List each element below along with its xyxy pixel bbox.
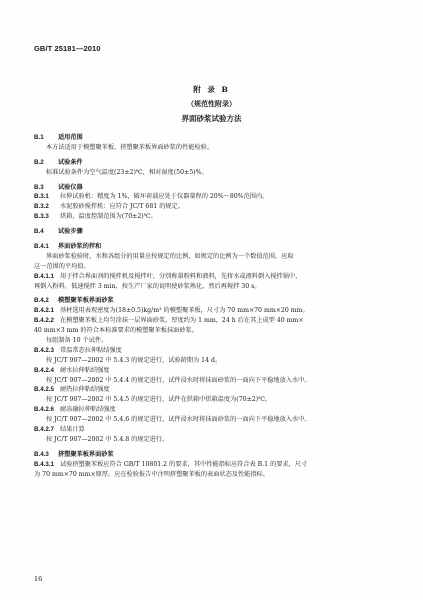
clause [34,212,390,222]
section-title: 模塑聚苯板界面砂浆 [58,297,114,305]
clause-text: 用于拌合界面剂的搅拌机及搅拌叶，分别称量粉料和液料，先将水或液料倒入搅拌锅中， [60,272,302,280]
clause-number: B.3.1 [34,193,49,201]
section-heading [34,158,390,168]
clause-text: 拉伸试验机：精度为 1%，破坏荷载应处于仪器量程的 20%～80%范围内。 [60,193,269,201]
clause [34,192,390,202]
paragraph-line: 按 JC/T 907—2002 中 5.4.3 的规定进行，试验龄期为 14 d。 [46,356,222,364]
clause-text: 试验挤塑聚苯板应符合 GB/T 10801.2 的要求，其中性能指标应符合表 B.1 的要求，尺寸 [60,460,308,468]
clause-number: B.4.3.1 [34,460,54,468]
section-heading [34,242,390,252]
clause-text: 烘箱，温度控制范围为(70±2)℃。 [60,213,157,221]
standard-number-header: GB/T 25181—2010 [34,44,101,53]
paragraph-line: 每组制备 10 个试件。 [46,337,108,345]
clause-number: B.4.2.6 [34,406,54,414]
clause-number: B.4.2.4 [34,366,54,374]
clause-text: 在模塑聚苯板上均匀涂抹一层界面砂浆，厚度约为 1 mm，24 h 后在其上成型 40 mm× [60,317,304,325]
paragraph-line: 本方法适用于模塑聚苯板、挤塑聚苯板界面砂浆的性能检验。 [46,143,214,151]
section-number: B.4.3 [34,450,49,458]
continuation-line: 这一范围的平均值。 [34,262,90,270]
clause-text: 耐水拉伸粘结强度 [60,366,110,374]
clause-number: B.4.2.1 [34,307,54,315]
clause-text: 耐冻融拉伸粘结强度 [60,406,116,414]
clause [34,306,390,316]
continuation-line: 再倒入粉料，低速搅拌 3 min，按生产厂家的说明使砂浆熟化，然后再搅拌 30 s。 [34,282,261,290]
appendix-type: （规范性附录） [187,99,236,108]
section-heading [34,296,390,306]
clause [34,385,390,395]
section-title: 挤塑聚苯板界面砂浆 [58,450,114,458]
document-body [34,133,390,480]
section-number: B.4 [34,228,44,236]
clause-text: 常温常态拉伸粘结强度 [60,346,122,354]
paragraph-line: 界面砂浆检验时，水和各组分的用量应按规定的比例，如规定的比例为一个数值范围，应取 [46,252,294,260]
section-title: 试验步骤 [58,228,83,236]
clause-text: 耐热拉伸粘结强度 [60,386,110,394]
appendix-title: 界面砂浆试验方法 [181,114,242,123]
clause [34,272,390,282]
section-number: B.1 [34,134,44,141]
section-title: 试验条件 [58,158,83,166]
paragraph-line: 按 JC/T 907—2002 中 5.4.5 的规定进行，试件在烘箱中烘箱温度为(70±2)℃。 [46,396,272,404]
clause [34,316,390,326]
clause [34,202,390,212]
section-heading [34,450,390,460]
paragraph-line: 按 JC/T 907—2002 中 5.4.6 的规定进行，试件浸水时将抹面砂浆的一面向下平稳地放入水中。 [46,416,311,424]
clause [34,346,390,356]
clause-text: 基材选用表观密度为(18±0.5)kg/m³ 的模塑聚苯板，尺寸为 70 mm×70 mm×20 mm。 [60,307,309,315]
clause-number: B.4.2.2 [34,317,54,325]
clause-number: B.4.2.3 [34,346,54,354]
section-number: B.4.2 [34,297,49,305]
section-heading [34,227,390,237]
paragraph-line: 标准试验条件为空气温度(23±2)℃，相对湿度(50±5)%。 [46,168,208,176]
clause-text: 水泥胶砂搅拌机：应符合 JC/T 681 的规定。 [60,203,184,211]
section-heading [34,183,390,193]
section-number: B.3 [34,183,44,191]
clause-number: B.3.3 [34,213,49,221]
section-title: 适用范围 [58,134,83,141]
section-title: 界面砂浆的拌和 [58,243,102,251]
section-number: B.2 [34,158,44,166]
paragraph-line: 按 JC/T 907—2002 中 5.4.8 的规定进行。 [46,435,169,443]
clause-number: B.4.2.7 [34,426,54,434]
continuation-line: 为 70 mm×70 mm×原厚。应在检验报告中注明挤塑聚苯板的表面状态及性能指标。 [34,470,269,478]
section-number: B.4.1 [34,243,49,251]
clause-number: B.3.2 [34,203,49,211]
continuation-line: 40 mm×3 mm 的符合本标准要求的模塑聚苯板抹面砂浆。 [34,327,198,335]
section-heading [34,133,390,143]
section-title: 试验仪器 [58,183,83,191]
clause-number: B.4.1.1 [34,272,54,280]
clause [34,425,390,435]
appendix-label: 附 录 B [193,85,230,94]
clause-number: B.4.2.5 [34,386,54,394]
page-number: 16 [34,575,43,583]
clause [34,460,390,470]
clause-text: 结果计算 [60,426,85,434]
clause [34,405,390,415]
paragraph-line: 按 JC/T 907—2002 中 5.4.4 的规定进行，试件浸水时将抹面砂浆的一面向下平稳地放入水中。 [46,376,311,384]
clause [34,366,390,376]
